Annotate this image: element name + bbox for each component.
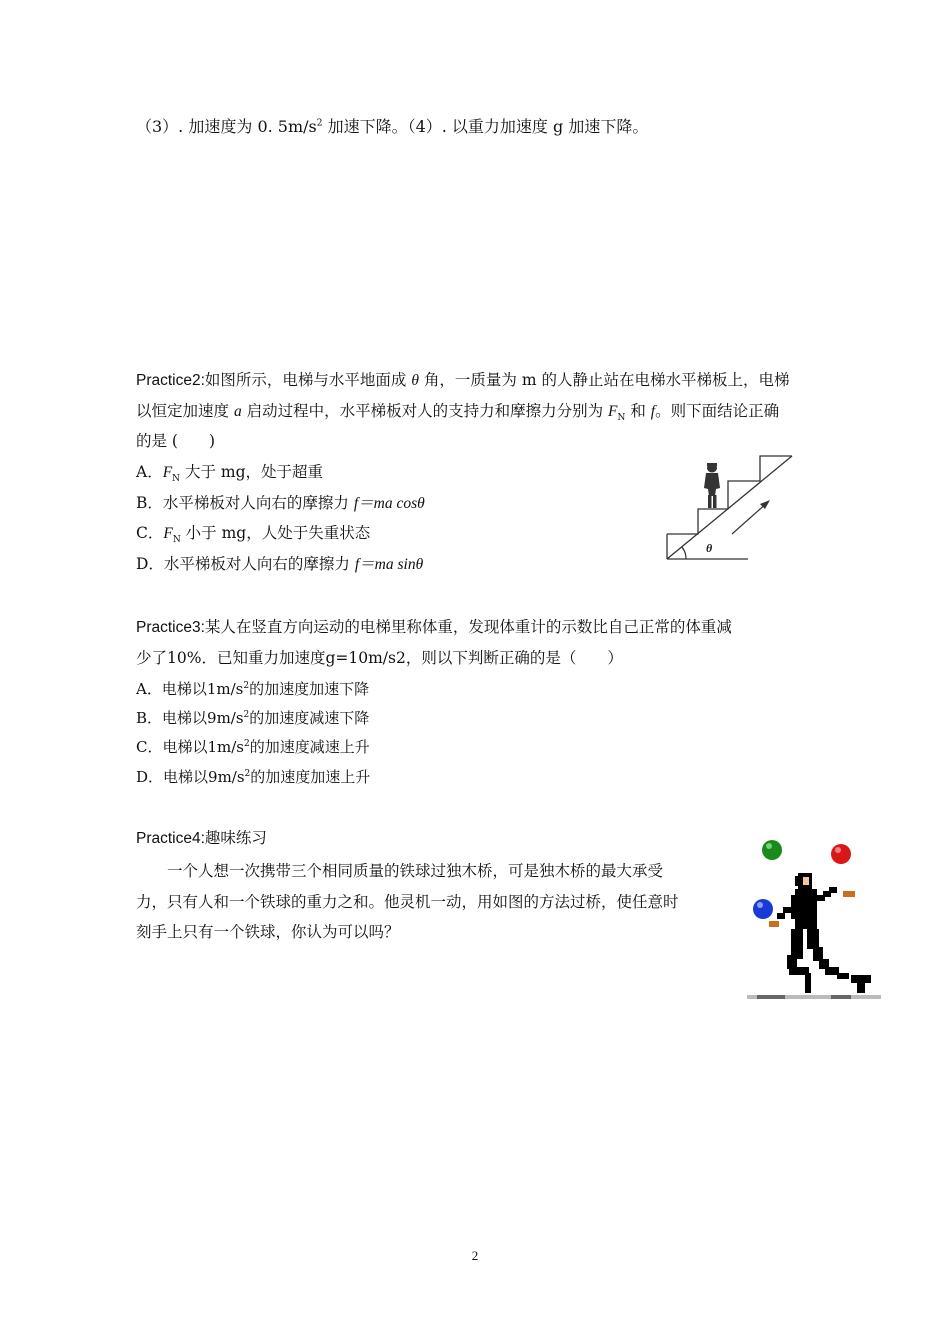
practice2-option-c: C．$F_N$ 小于 mg，人处于失重状态: [136, 524, 371, 546]
practice3-option-a: A．电梯以$1m/s^2$的加速度加速下降: [136, 680, 370, 698]
theta-label: θ: [706, 541, 713, 555]
green-ball: [762, 840, 782, 860]
practice2-option-a: A．$F_N$ 大于 mg，处于超重: [136, 463, 324, 485]
blue-ball-highlight: [757, 902, 763, 908]
juggler-body: [777, 873, 871, 993]
practice4-line2: 力，只有人和一个铁球的重力之和。他灵机一动，用如图的方法过桥，使任意时: [136, 893, 679, 911]
ground-shadow-2: [831, 995, 851, 999]
person-silhouette: [704, 463, 720, 508]
stair-steps: [667, 456, 792, 534]
incline-line: [667, 456, 792, 559]
practice4-label: Practice4:: [136, 830, 205, 847]
practice3-option-c: C．电梯以$1m/s^2$的加速度减速上升: [136, 738, 370, 756]
angle-arc: [682, 547, 686, 559]
practice4-title: Practice4:趣味练习: [136, 829, 267, 847]
top-line: （3）. 加速度为 0. $5m/s^2$ 加速下降。（4）. 以重力加速度 g 加速下降。: [136, 117, 649, 136]
practice2-line1: Practice2:如图所示，电梯与水平地面成 θ 角，一质量为 m 的人静止站在电梯水平梯板上，电梯: [136, 371, 790, 389]
blue-ball: [753, 899, 773, 919]
practice4-line3: 刻手上只有一个铁球，你认为可以吗？: [136, 923, 400, 941]
escalator-figure: [660, 452, 800, 564]
practice3-line2: 少了10%．已知重力加速度g=10m/s2，则以下判断正确的是（ ）: [136, 649, 623, 667]
red-ball: [831, 844, 851, 864]
practice2-label: Practice2:: [136, 372, 205, 389]
practice2-option-d: D．水平梯板对人向右的摩擦力 f＝ma sinθ: [136, 555, 424, 573]
practice3-line1: Practice3:某人在竖直方向运动的电梯里称体重，发现体重计的示数比自己正常的体重减: [136, 618, 732, 636]
juggler-figure: [745, 835, 885, 1005]
green-ball-highlight: [766, 843, 772, 849]
practice2-option-b: B．水平梯板对人向右的摩擦力 f＝ma cosθ: [136, 494, 425, 512]
acceleration-arrow: [732, 502, 768, 534]
practice3-option-b: B．电梯以$9m/s^2$的加速度减速下降: [136, 709, 370, 727]
practice4-line1: 一个人想一次携带三个相同质量的铁球过独木桥，可是独木桥的最大承受: [136, 862, 664, 880]
red-ball-highlight: [835, 847, 841, 853]
practice3-label: Practice3:: [136, 619, 205, 636]
page-number: 2: [471, 1248, 479, 1263]
juggler-face: [803, 877, 809, 885]
ground-shadow-1: [757, 995, 785, 999]
practice3-option-d: D．电梯以$9m/s^2$的加速度加速上升: [136, 768, 371, 786]
left-hand: [769, 921, 779, 927]
practice2-line2: 以恒定加速度 a 启动过程中，水平梯板对人的支持力和摩擦力分别为 $F_N$ 和 f。则下面结论正确: [136, 402, 780, 424]
practice2-line3: 的是 ( ): [136, 432, 216, 450]
right-hand: [843, 891, 855, 897]
